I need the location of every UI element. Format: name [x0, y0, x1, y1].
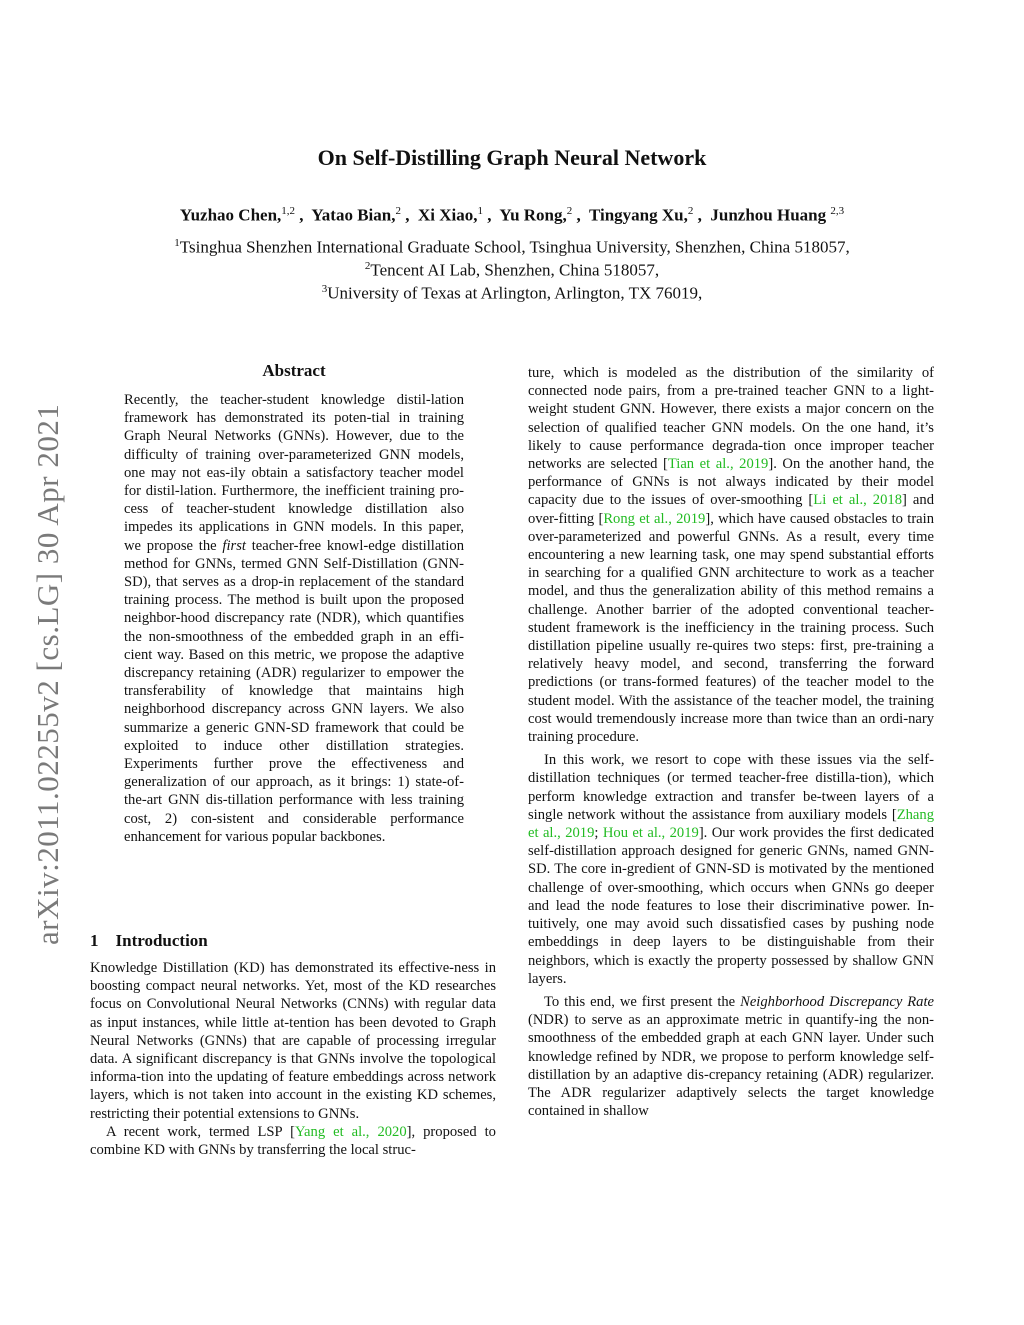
citation-link[interactable]: Hou et al., 2019 [602, 825, 699, 842]
abstract-emphasis: first [222, 537, 246, 554]
author-affiliation: 1 [477, 205, 483, 217]
citation-link[interactable]: Yang et al., 2020 [294, 1123, 407, 1140]
affiliation-line [0, 283, 1024, 304]
author-name: Junzhou Huang [710, 205, 827, 225]
paragraph: In this work, we resort to cope with these issues via the self-distillation techniques (or termed teacher-free distilla-tion), which perform knowledge extraction and transfer be-tween layers of a single network without the assistance from auxiliary models [Zhang et al., 2019; Hou et al., 2019]. Our work provides the first dedicated self-distillation approach designed for generic GNNs, named GNN-SD. The core in-gredient of GNN-SD is motivated by the mentioned challenge of over-smoothing, which occurs when GNNs go deeper and lead the node features to lose their discriminative power. In-tuitively, one may avoid such dissatisfied cases by pushing node embeddings in deep layers to be distinguishable from their neighbors, which is exactly the property possessed by shallow GNN layers. [528, 752, 935, 987]
affiliation-text: University of Texas at Arlington, Arlington, TX 76019, [327, 283, 703, 303]
affiliation-line [0, 260, 1024, 281]
abstract-text: Recently, the teacher-student knowledge distil-lation framework has demonstrated its poten-tial in training Graph Neural Networks (GNNs). However, due to the difficulty of training over-parameterized GNN models, one may not eas-ily obtain a satisfactory teacher model for distil-lation. Furthermore, the inefficient training pro-cess of teacher-student knowledge distillation also impedes its applications in GNN models. In this paper, we propose the [124, 392, 464, 554]
affiliation-number: 2 [364, 260, 371, 272]
citation-link[interactable]: Li et al., 2018 [813, 492, 902, 509]
author-affiliation: 2 [566, 205, 573, 217]
author-name: Xi Xiao, [417, 205, 478, 225]
term-emphasis: Neighborhood Discrepancy Rate [740, 993, 934, 1010]
paper-title: On Self-Distilling Graph Neural Network [317, 145, 707, 170]
affiliation-text: Tencent AI Lab, Shenzhen, China 518057, [370, 260, 660, 280]
right-column-body [528, 364, 934, 1120]
affiliation-line [0, 237, 1024, 258]
author-name: Yu Rong, [499, 205, 567, 225]
abstract-text: teacher-free knowl-edge distillation method for GNNs, termed GNN Self-Distillation (GNN-SD), that serves as a drop-in replacement of the standard training process. The method is built upon the proposed neighbor-hood discrepancy rate (NDR), which quantifies the non-smoothness of the embedded graph in an effi-cient way. Based on this metric, we propose the adaptive discrepancy retaining (ADR) regularizer to empower the transferability of knowledge that maintains high neighborhood discrepancy across GNN layers. We also summarize a generic GNN-SD framework that could be exploited to induce other distillation strategies. Experiments further prove the effectiveness and generalization of our approach, as it brings: 1) state-of-the-art GNN dis-tillation performance with less training cost, 2) con-sistent and considerable performance enhancement for various popular backbones. [124, 537, 464, 845]
author-affiliation: 2,3 [830, 205, 845, 217]
paragraph: ture, which is modeled as the distribution of the similarity of connected node pairs, from a pre-trained teacher GNN to a light-weight student GNN. However, there exists a major concern on the selection of qualified teacher GNN models. On the one hand, it’s likely to cause performance degrada-tion once improper teacher networks are selected [Tian et al., 2019]. On the another hand, the performance of GNNs is not always indicated by their model capacity due to the issues of over-smoothing [Li et al., 2018] and over-fitting [Rong et al., 2019], which have caused obstacles to train over-parameterized and powerful GNNs. As a result, every time encountering a new learning task, one may spend substantial efforts in searching for a qualified GNN architecture to work as a teacher model, and thus the generalization ability of this method remains a challenge. Another barrier of the adopted conventional teacher-student framework is the inefficiency in the training process. Such distillation pipeline usually re-quires two steps: first, pre-training a relatively heavy model, and second, transferring the forward predictions (or trans-formed features) of the teacher model to the student model. With the assistance of the teacher model, the training cost would tremendously increase more than twice than an ordi-nary training procedure. [528, 365, 935, 746]
paragraph: Knowledge Distillation (KD) has demonstrated its effective-ness in boosting compact neural networks. Yet, most of the KD researches focus on Convolutional Neural Networks (CNNs) with regular data as input instances, while little at-tention has been devoted to Graph Neural Networks (GNNs) that are capable of processing irregular data. A significant discrepancy is that GNNs involve the topological informa-tion into the updating of feature embeddings across network layers, which is not taken into account in the existing KD schemes, restricting their potential extensions to GNNs. [90, 960, 496, 1122]
author-name: Yuzhao Chen, [179, 205, 282, 225]
abstract-heading: Abstract [262, 361, 326, 380]
abstract-body [124, 391, 464, 846]
citation-link[interactable]: Tian et al., 2019 [667, 456, 769, 473]
citation-link[interactable]: Rong et al., 2019 [603, 510, 706, 527]
author-affiliation: 2 [395, 205, 401, 217]
citation-link[interactable]: Zhang et al., 2019 [528, 806, 934, 842]
affiliation-number: 1 [174, 237, 180, 249]
paragraph: A recent work, termed LSP [Yang et al., 2020], proposed to combine KD with GNNs by transferring the local struc- [90, 1123, 496, 1159]
author-affiliation: 1,2 [281, 205, 296, 217]
author-list: Yuzhao Chen,$^{1,2}$ , Yatao Bian,$^2$ , Xi Xiao,$^1$ , Yu Rong,$^2$ , Tingyang Xu,$^2$ , Junzhou Huang $^{2,3}$ [179, 205, 845, 225]
author-name: Yatao Bian, [311, 205, 396, 225]
section-heading-introduction: 1 Introduction [90, 931, 208, 950]
affiliation-text: Tsinghua Shenzhen International Graduate School, Tsinghua University, Shenzhen, China 518057, [179, 237, 850, 257]
affiliation-number: 3 [321, 283, 328, 295]
paragraph: To this end, we first present the Neighborhood Discrepancy Rate (NDR) to serve as an approximate metric in quantify-ing the non-smoothness of the embedded graph at each GNN layer. Under such knowledge refined by NDR, we propose to perform knowledge self-distillation by an adaptive dis-crepancy retaining (ADR) regularizer. The ADR regularizer adaptively selects the target knowledge contained in shallow [528, 993, 934, 1120]
left-column-body [90, 959, 496, 1159]
arxiv-identifier: arXiv:2011.02255v2 [cs.LG] 30 Apr 2021 [30, 403, 65, 945]
author-name: Tingyang Xu, [588, 205, 688, 225]
author-affiliation: 2 [687, 205, 694, 217]
